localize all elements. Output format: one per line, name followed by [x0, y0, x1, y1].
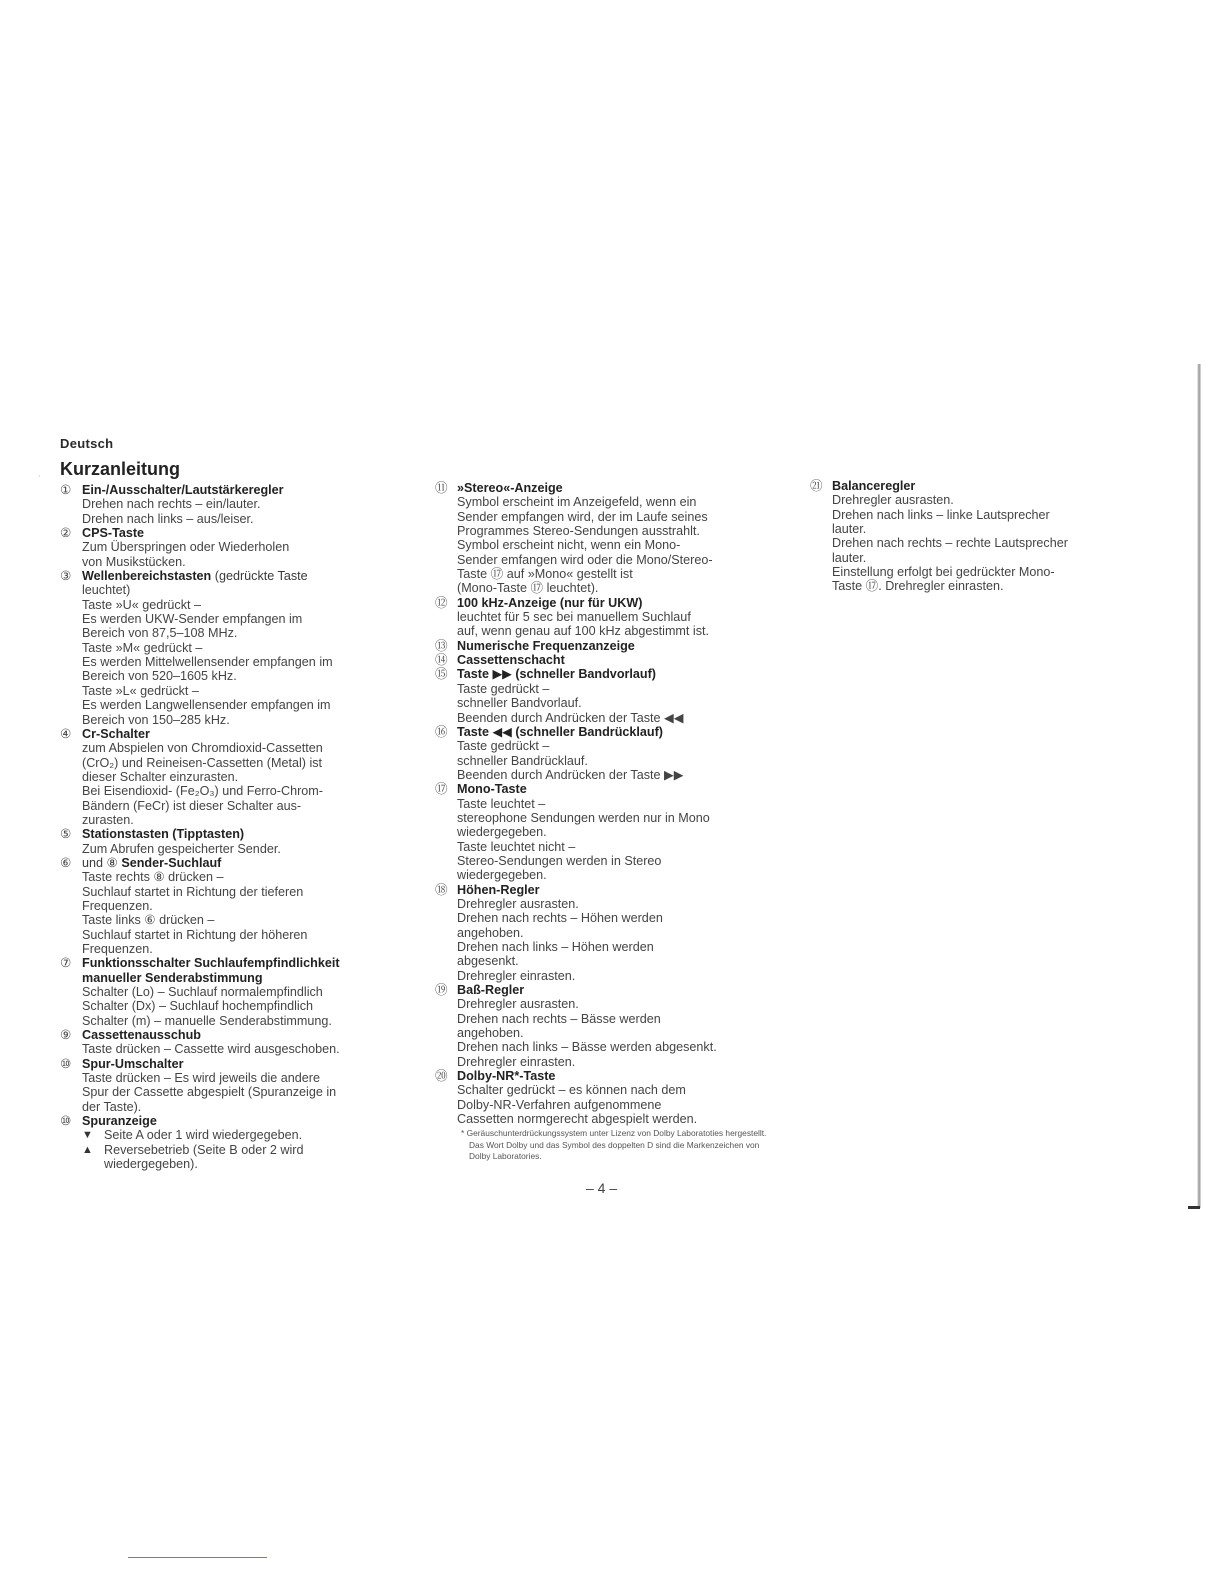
item-line: Schalter (m) – manuelle Senderabstimmung.: [82, 1013, 332, 1028]
list-item: [435, 653, 780, 667]
item-line: Taste links ⑥ drücken –: [82, 913, 215, 928]
item-line: Drehen nach links – linke Lautsprecher: [832, 507, 1050, 522]
heading-text: Taste ▶▶ (schneller Bandvorlauf): [457, 667, 656, 682]
triangle-down-icon: ▼: [82, 1129, 93, 1142]
list-item: [60, 727, 405, 827]
heading-text: »Stereo«-Anzeige: [457, 481, 563, 495]
binding-edge: [1197, 364, 1201, 1208]
item-line: lauter.: [832, 522, 867, 537]
item-heading: [82, 483, 405, 497]
item-line: Spur der Cassette abgespielt (Spuranzeige in: [82, 1085, 337, 1100]
item-line: Taste gedrückt –: [457, 681, 550, 696]
item-number: ②: [60, 526, 72, 541]
heading-text: Baß-Regler: [457, 983, 525, 998]
item-line: leuchtet): [82, 583, 131, 598]
page-title: Kurzanleitung: [60, 459, 180, 479]
item-heading-line: manueller Senderabstimmung: [82, 970, 263, 985]
column-3: [810, 479, 1125, 594]
item-number: ⑳: [435, 1069, 448, 1084]
heading-text: Balanceregler: [832, 479, 916, 493]
item-number: ㉑: [810, 479, 823, 493]
item-body: [457, 639, 780, 653]
item-heading: [457, 883, 780, 897]
item-number: ⑰: [435, 782, 448, 797]
page-number: – 4 –: [586, 1180, 618, 1196]
item-line: Drehregler ausrasten.: [832, 493, 954, 508]
item-number: ⑮: [435, 667, 448, 682]
item-line: Symbol erscheint nicht, wenn ein Mono-: [457, 538, 681, 553]
item-line: zum Abspielen von Chromdioxid-Cassetten: [82, 741, 323, 756]
heading-text: Cassettenschacht: [457, 653, 565, 668]
item-line: Reversebetrieb (Seite B oder 2 wird: [104, 1142, 304, 1157]
item-line: der Taste).: [82, 1099, 142, 1114]
item-body: [457, 725, 780, 782]
item-heading: [457, 983, 780, 997]
list-item: [435, 725, 780, 782]
indicator-text: [104, 1143, 304, 1172]
item-line: Suchlauf startet in Richtung der tieferen: [82, 884, 304, 899]
item-line: Taste »L« gedrückt –: [82, 683, 199, 698]
item-heading: [832, 479, 1125, 493]
item-line: auf, wenn genau auf 100 kHz abgestimmt ist.: [457, 624, 710, 639]
list-item: [60, 1057, 405, 1114]
indicator-row: [82, 1143, 405, 1172]
item-line: Bereich von 520–1605 kHz.: [82, 669, 237, 684]
item-line: Bereich von 87,5–108 MHz.: [82, 626, 238, 641]
heading-text: Ein-/Ausschalter/Lautstärkeregler: [82, 483, 284, 497]
item-number: ④: [60, 726, 72, 741]
item-body: [832, 479, 1125, 594]
item-line: lauter.: [832, 550, 867, 565]
item-line: angehoben.: [457, 925, 524, 940]
item-heading: [82, 956, 405, 970]
triangle-up-icon: ▲: [82, 1143, 93, 1156]
scan-artifact: ⸳: [38, 470, 41, 480]
item-line: dieser Schalter einzurasten.: [82, 769, 239, 784]
item-line: Suchlauf startet in Richtung der höheren: [82, 927, 308, 942]
item-line: Symbol erscheint im Anzeigefeld, wenn ein: [457, 495, 697, 510]
item-line: Frequenzen.: [82, 942, 153, 956]
item-heading: [457, 782, 780, 796]
item-number: ⑥: [60, 855, 72, 870]
item-body: [82, 1057, 405, 1114]
item-number: ①: [60, 483, 72, 497]
item-line: Drehregler ausrasten.: [457, 997, 579, 1012]
item-heading: [82, 1028, 405, 1042]
underline-mark: [128, 1557, 267, 1558]
item-number: ③: [60, 569, 72, 584]
item-line: (CrO₂) und Reineisen-Cassetten (Metal) ist: [82, 755, 323, 770]
item-body: [82, 1114, 405, 1171]
item-heading: [82, 569, 405, 583]
item-body: [82, 526, 405, 569]
item-body: [82, 1028, 405, 1057]
item-line: (Mono-Taste ⑰ leuchtet).: [457, 581, 599, 596]
heading-text: Stationstasten (Tipptasten): [82, 827, 245, 842]
item-line: Programmes Stereo-Sendungen ausstrahlt.: [457, 524, 700, 539]
item-line: Schalter (Lo) – Suchlauf normalempfindlich: [82, 985, 323, 1000]
item-line: Taste gedrückt –: [457, 739, 550, 754]
item-body: [457, 1069, 780, 1163]
item-line: Taste drücken – Cassette wird ausgeschoben.: [82, 1042, 340, 1057]
item-heading: [82, 856, 405, 870]
item-line: von Musikstücken.: [82, 554, 186, 569]
item-number: ⑯: [435, 724, 448, 739]
item-heading: [82, 1057, 405, 1071]
item-line: zurasten.: [82, 812, 134, 827]
item-line: Beenden durch Andrücken der Taste ▶▶: [457, 767, 684, 782]
item-number: ⑦: [60, 956, 72, 971]
heading-text: Dolby-NR*-Taste: [457, 1069, 556, 1084]
heading-text: Cr-Schalter: [82, 726, 150, 741]
item-line: Cassetten normgerecht abgespielt werden.: [457, 1112, 698, 1127]
item-body: [82, 856, 405, 956]
heading-text: Spuranzeige: [82, 1114, 157, 1129]
item-body: [457, 667, 780, 724]
item-body: [82, 956, 405, 1028]
list-item: [810, 479, 1125, 594]
item-line: Einstellung erfolgt bei gedrückter Mono-: [832, 565, 1055, 580]
list-item: [435, 667, 780, 724]
indicator-row: [82, 1128, 405, 1142]
column-1: [60, 483, 405, 1172]
item-line: Schalter (Dx) – Suchlauf hochempfindlich: [82, 999, 313, 1014]
item-body: [457, 596, 780, 639]
item-heading: [457, 725, 780, 739]
list-item: [435, 481, 780, 596]
item-body: [82, 569, 405, 727]
item-line: Seite A oder 1 wird wiedergegeben.: [104, 1128, 303, 1143]
item-heading: [82, 827, 405, 841]
item-number: ⑨: [60, 1028, 72, 1043]
item-line: Zum Abrufen gespeicherter Sender.: [82, 841, 281, 856]
item-line: Schalter gedrückt – es können nach dem: [457, 1083, 686, 1098]
item-line: schneller Bandrücklauf.: [457, 753, 588, 768]
item-line: Drehen nach rechts – Höhen werden: [457, 911, 663, 926]
heading-text: Spur-Umschalter: [82, 1056, 184, 1071]
footnote: * Geräuschunterdrückungssystem unter Lizenz von Dolby Laboratoties hergestellt. Das Wort Dolby und das Symbol des doppelten D sind die Markenzeichen von Dolby Laboratories.: [461, 1128, 767, 1162]
list-item: [435, 596, 780, 639]
list-item: [435, 639, 780, 653]
item-heading: [457, 1069, 780, 1083]
item-line: Bändern (FeCr) ist dieser Schalter aus-: [82, 798, 302, 813]
item-line: Drehen nach links – Höhen werden: [457, 940, 654, 954]
column-2: [435, 481, 780, 1163]
heading-text: Numerische Frequenzanzeige: [457, 638, 635, 653]
item-line: Es werden Mittelwellensender empfangen im: [82, 655, 333, 670]
heading-text: Wellenbereichstasten: [82, 569, 212, 584]
list-item: [60, 827, 405, 856]
item-line: Drehen nach links – aus/leiser.: [82, 511, 254, 526]
item-line: Stereo-Sendungen werden in Stereo: [457, 853, 662, 868]
item-line: Sender emfangen wird oder die Mono/Stereo-: [457, 552, 713, 567]
list-item: [60, 1114, 405, 1171]
list-item: [435, 782, 780, 882]
item-body: [457, 653, 780, 667]
item-line: Drehen nach links – Bässe werden abgesenkt.: [457, 1040, 717, 1055]
list-item: [435, 883, 780, 983]
item-number: ⑲: [435, 983, 448, 998]
heading-text: CPS-Taste: [82, 526, 145, 541]
item-line: wiedergegeben.: [457, 825, 547, 840]
heading-text: Cassettenausschub: [82, 1028, 201, 1043]
item-number: ⑱: [435, 882, 448, 897]
list-item: [60, 569, 405, 727]
list-item: [435, 1069, 780, 1163]
item-line: Beenden durch Andrücken der Taste ◀◀: [457, 710, 684, 725]
item-number: ⑩: [60, 1056, 72, 1071]
list-item: [60, 526, 405, 569]
item-heading: [457, 653, 780, 667]
item-line: leuchtet für 5 sec bei manuellem Suchlauf: [457, 610, 691, 625]
item-line: stereophone Sendungen werden nur in Mono: [457, 810, 710, 825]
item-line: angehoben.: [457, 1026, 524, 1041]
item-line: Drehen nach rechts – rechte Lautsprecher: [832, 536, 1068, 551]
item-line: Taste ⑰. Drehregler einrasten.: [832, 579, 1004, 594]
language-label: Deutsch: [60, 436, 114, 451]
item-line: Dolby-NR-Verfahren aufgenommene: [457, 1097, 662, 1112]
item-line: Frequenzen.: [82, 898, 153, 913]
item-line: schneller Bandvorlauf.: [457, 696, 582, 711]
item-line: Zum Überspringen oder Wiederholen: [82, 540, 290, 555]
heading-text: Höhen-Regler: [457, 882, 540, 897]
item-number: ⑤: [60, 827, 72, 842]
indicator-text: [104, 1128, 302, 1142]
heading-prefix: und ⑧: [82, 855, 122, 870]
heading-text: Sender-Suchlauf: [121, 855, 222, 870]
item-line: Taste drücken – Es wird jeweils die andere: [82, 1071, 321, 1086]
item-body: [457, 782, 780, 882]
list-item: [60, 856, 405, 956]
item-line: Bereich von 150–285 kHz.: [82, 712, 230, 727]
item-number: ⑭: [435, 653, 448, 668]
heading-suffix: (gedrückte Taste: [211, 569, 308, 584]
item-line: Es werden Langwellensender empfangen im: [82, 698, 331, 713]
item-line: Drehen nach rechts – ein/lauter.: [82, 497, 261, 512]
heading-text: 100 kHz-Anzeige (nur für UKW): [457, 595, 643, 610]
item-heading: [457, 596, 780, 610]
binding-edge-foot: [1188, 1206, 1200, 1209]
item-line: Taste rechts ⑧ drücken –: [82, 870, 224, 885]
heading-text: Mono-Taste: [457, 782, 527, 797]
item-heading: [82, 1114, 405, 1128]
item-number: ⑪: [435, 481, 448, 495]
item-number: ⑩: [60, 1114, 72, 1129]
item-body: [82, 483, 405, 526]
item-number: ⑬: [435, 638, 448, 653]
list-item: [60, 483, 405, 526]
item-line: Drehregler einrasten.: [457, 968, 576, 983]
item-line: Taste leuchtet –: [457, 796, 546, 811]
item-heading: [457, 481, 780, 495]
item-heading: [457, 667, 780, 681]
item-line: Drehregler einrasten.: [457, 1054, 576, 1069]
item-heading: [82, 526, 405, 540]
item-line: Taste leuchtet nicht –: [457, 839, 576, 854]
list-item: [60, 956, 405, 1028]
item-line: Taste »M« gedrückt –: [82, 640, 203, 655]
item-heading: [82, 727, 405, 741]
item-line: abgesenkt.: [457, 954, 519, 969]
item-line: Taste »U« gedrückt –: [82, 597, 202, 612]
item-line: wiedergegeben.: [457, 868, 547, 883]
item-line: Sender empfangen wird, der im Laufe seines: [457, 509, 708, 524]
item-body: [457, 481, 780, 596]
item-line: Taste ⑰ auf »Mono« gestellt ist: [457, 567, 633, 582]
item-body: [82, 827, 405, 856]
item-line: Es werden UKW-Sender empfangen im: [82, 612, 303, 627]
item-line: Drehregler ausrasten.: [457, 896, 579, 911]
list-item: [60, 1028, 405, 1057]
item-number: ⑫: [435, 595, 448, 610]
item-body: [82, 727, 405, 827]
item-heading: [457, 639, 780, 653]
item-line: Drehen nach rechts – Bässe werden: [457, 1011, 661, 1026]
item-line: Bei Eisendioxid- (Fe₂O₃) und Ferro-Chrom-: [82, 784, 323, 799]
heading-text: Funktionsschalter Suchlaufempfindlichkeit: [82, 956, 340, 971]
item-line: wiedergegeben).: [104, 1157, 198, 1172]
item-body: [457, 883, 780, 983]
list-item: [435, 983, 780, 1069]
heading-text: Taste ◀◀ (schneller Bandrücklauf): [457, 724, 663, 739]
item-body: [457, 983, 780, 1069]
